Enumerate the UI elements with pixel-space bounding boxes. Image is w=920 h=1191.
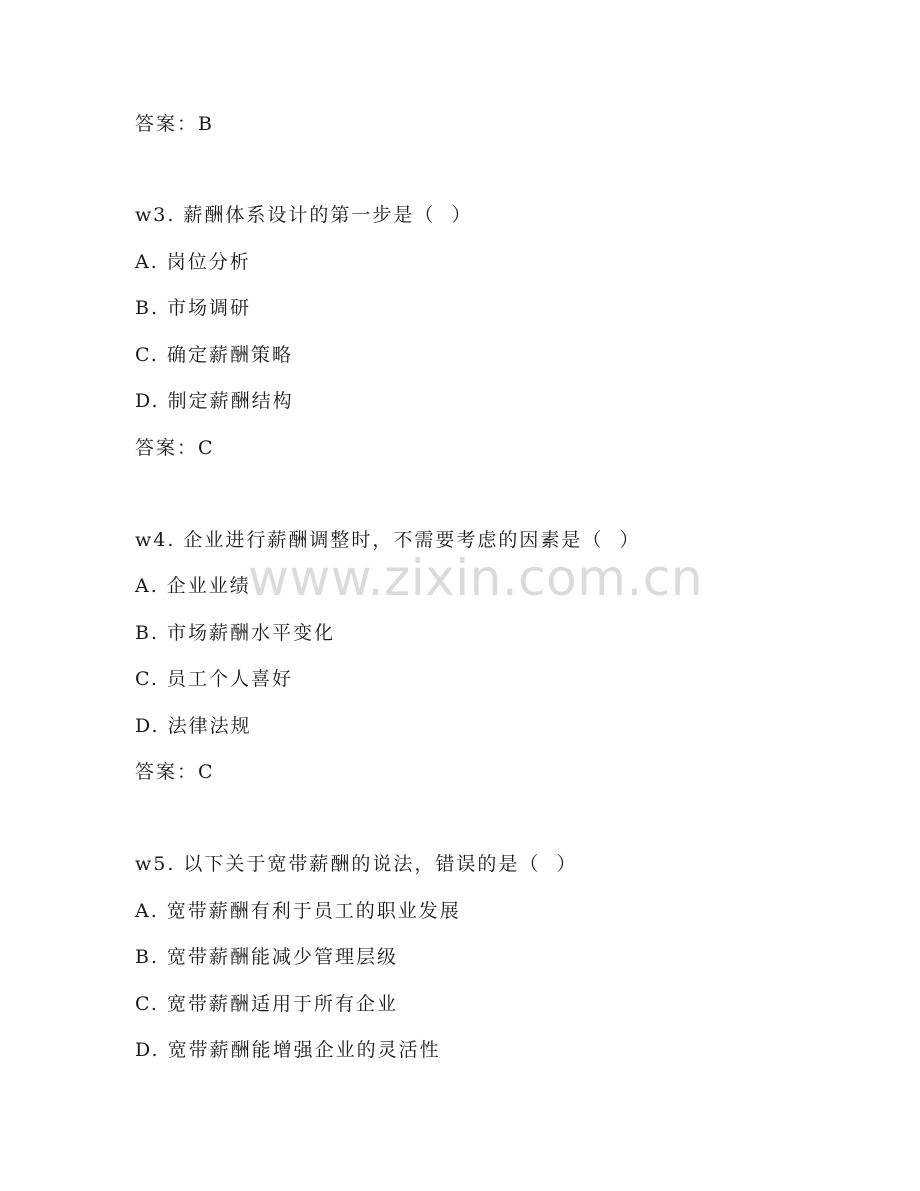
answer-q4: 答案：C [135,761,215,783]
question-5-option-b: B. 宽带薪酬能减少管理层级 [135,946,399,968]
question-3-option-b: B. 市场调研 [135,297,252,319]
question-3-stem: w3. 薪酬体系设计的第一步是（ ） [135,204,473,226]
question-5-option-a: A. 宽带薪酬有利于员工的职业发展 [135,900,461,922]
watermark: www.zixin.com.cn [248,549,704,607]
question-4-option-a: A. 企业业绩 [135,575,251,597]
answer-q2: 答案：B [135,113,214,135]
question-5-stem: w5. 以下关于宽带薪酬的说法，错误的是（ ） [135,853,578,875]
question-4-option-d: D. 法律法规 [135,715,252,737]
question-3-option-a: A. 岗位分析 [135,251,251,273]
question-3-option-d: D. 制定薪酬结构 [135,390,294,412]
question-4-option-c: C. 员工个人喜好 [135,668,293,690]
question-3-option-c: C. 确定薪酬策略 [135,344,293,366]
question-5-option-c: C. 宽带薪酬适用于所有企业 [135,993,398,1015]
answer-q3: 答案：C [135,437,215,459]
question-4-option-b: B. 市场薪酬水平变化 [135,622,336,644]
question-5-option-d: D. 宽带薪酬能增强企业的灵活性 [135,1039,441,1061]
question-4-stem: w4. 企业进行薪酬调整时，不需要考虑的因素是（ ） [135,529,641,551]
